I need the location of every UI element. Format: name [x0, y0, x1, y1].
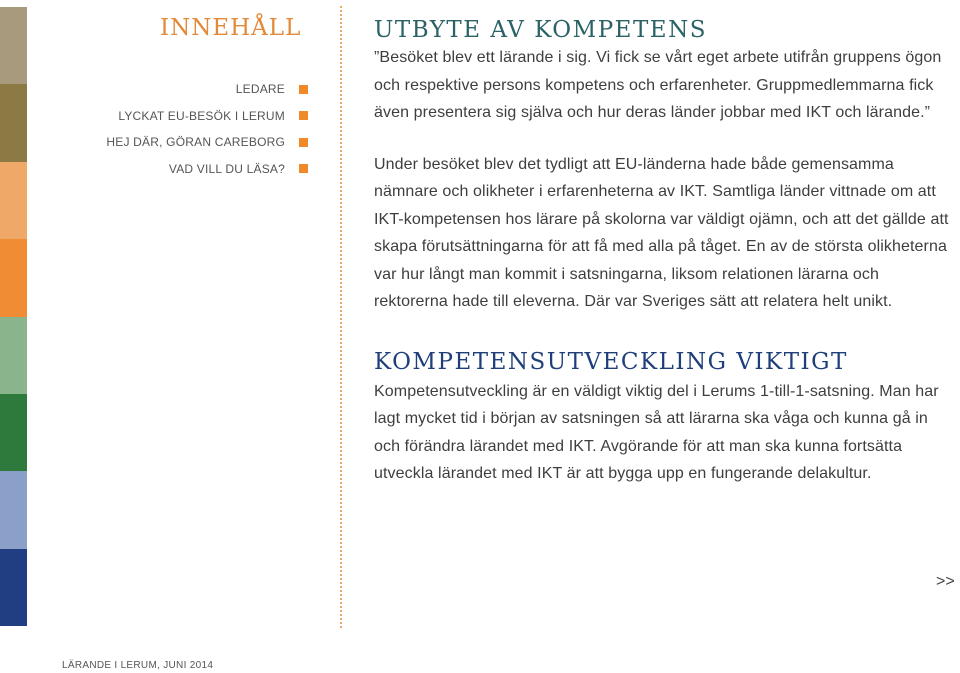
footer-text: LÄRANDE I LERUM, JUNI 2014: [62, 660, 214, 671]
color-bar-segment: [0, 317, 27, 394]
toc-item[interactable]: [48, 103, 308, 130]
article: [374, 14, 954, 488]
toc-item-label: LEDARE: [235, 82, 285, 97]
article-heading: UTBYTE AV KOMPETENS: [374, 17, 707, 43]
color-bar-segment: [0, 7, 27, 84]
next-page-link[interactable]: >>: [936, 573, 955, 590]
square-bullet-icon: [299, 164, 308, 173]
square-bullet-icon: [299, 111, 308, 120]
color-bar-segment: [0, 239, 27, 316]
dotted-divider: [340, 6, 342, 628]
toc-item[interactable]: [48, 156, 308, 183]
toc-item-label: HEJ DÄR, GÖRAN CAREBORG: [106, 135, 285, 150]
square-bullet-icon: [299, 85, 308, 94]
toc-item-label: VAD VILL DU LÄSA?: [168, 161, 285, 176]
section-heading: KOMPETENSUTVECKLING VIKTIGT: [374, 348, 848, 375]
article-quote: ”Besöket blev ett lärande i sig. Vi fick se vårt eget arbete utifrån gruppens ögon och respektive persons kompetens och erfarenheter. Gruppmedlemmarna fick även presentera sig själva och hur deras länder jobbar med IKT och lärande.”: [374, 49, 942, 121]
color-bar-segment: [0, 471, 27, 548]
square-bullet-icon: [299, 138, 308, 147]
section-paragraph: Kompetensutveckling är en väldigt viktig del i Lerums 1-till-1-satsning. Man har lagt mycket tid i början av satsningen så att lärarna ska våga och kunna gå in och förändra lärandet med IKT. Avgörande för att man ska kunna fortsätta utveckla lärandet med IKT är att bygga upp en fungerande delakultur.: [374, 382, 939, 482]
color-bar-segment: [0, 394, 27, 471]
color-bar-segment: [0, 549, 27, 626]
toc-title: INNEHÅLL: [160, 15, 302, 41]
table-of-contents: [48, 76, 308, 182]
color-bar-segment: [0, 162, 27, 239]
toc-item[interactable]: [48, 129, 308, 156]
article-paragraph: Under besöket blev det tydligt att EU-länderna hade både gemensamma nämnare och olikheter i erfarenheterna av IKT. Samtliga länder vittnade om att IKT-kompetensen hos lärare på skolorna var väldigt ojämn, och att det gällde att skapa förutsättningarna för att få med alla på tåget. En av de största olikheterna var hur långt man kommit i satsningarna, liksom relationen lärarna och rektorerna hade till eleverna. Där var Sveriges sätt att relatera helt unikt.: [374, 155, 949, 310]
color-bar: [0, 7, 27, 626]
toc-item[interactable]: [48, 76, 308, 103]
toc-item-label: LYCKAT EU-BESÖK I LERUM: [118, 108, 285, 123]
color-bar-segment: [0, 84, 27, 161]
